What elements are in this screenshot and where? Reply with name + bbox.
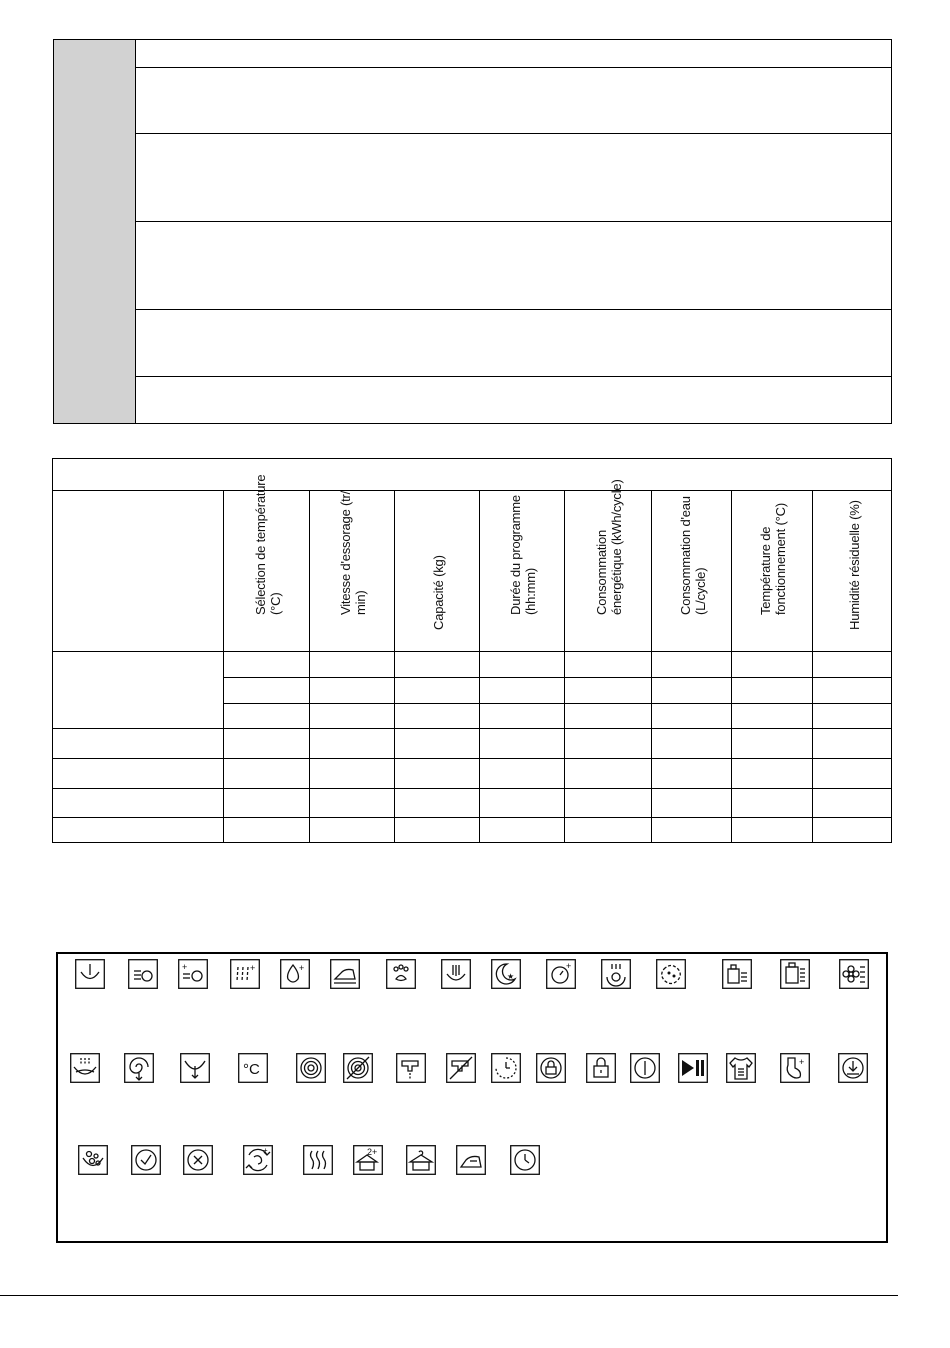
iron-dry-icon <box>456 1145 486 1175</box>
row-divider <box>136 221 891 222</box>
header-line: fonctionnement (°C) <box>773 503 788 615</box>
header-line: Capacité (kg) <box>431 555 446 630</box>
detergent-powder-icon <box>780 959 810 989</box>
footer-divider <box>0 1295 898 1296</box>
row-divider <box>136 309 891 310</box>
quick-wash-icon <box>128 959 158 989</box>
table-row-divider <box>53 758 891 759</box>
steam-icon <box>601 959 631 989</box>
water-plus-icon <box>280 959 310 989</box>
hanger-plus-icon <box>353 1145 383 1175</box>
header-spin-speed <box>310 491 394 651</box>
spin-icon <box>296 1053 326 1083</box>
header-line: Humidité résiduelle (%) <box>846 500 862 630</box>
end-time-icon <box>491 1053 521 1083</box>
header-line: Vitesse d'essorage (tr/ <box>338 490 353 615</box>
table-row-divider <box>53 817 891 818</box>
hygiene-icon <box>441 959 471 989</box>
table-row-divider <box>223 677 891 678</box>
table-row-divider <box>53 728 891 729</box>
svg-text:+: + <box>566 961 572 971</box>
svg-text:+: + <box>182 962 188 972</box>
temperature-icon <box>238 1053 268 1083</box>
table-row-divider <box>223 703 891 704</box>
tap-on-icon <box>396 1053 426 1083</box>
svg-text:+: + <box>250 963 256 973</box>
header-line: Consommation d'eau <box>677 496 693 615</box>
no-spin-icon <box>343 1053 373 1083</box>
header-capacity <box>395 491 479 651</box>
bubble-icon <box>78 1145 108 1175</box>
door-lock-icon <box>586 1053 616 1083</box>
header-line: (hh:mm) <box>523 568 538 615</box>
header-energy-consumption <box>565 479 651 651</box>
shirt-icon <box>726 1053 756 1083</box>
icon-legend <box>56 952 888 1243</box>
program-data-table <box>52 458 892 843</box>
rinse-hold-icon <box>70 1053 100 1083</box>
header-line: Durée du programme <box>508 495 523 615</box>
header-line: (°C) <box>267 592 283 615</box>
check-icon <box>131 1145 161 1175</box>
download-icon <box>838 1053 868 1083</box>
child-lock-icon <box>536 1053 566 1083</box>
power-icon <box>630 1053 660 1083</box>
svg-text:+: + <box>299 963 305 973</box>
time-delay-plus-icon <box>546 959 576 989</box>
svg-text:★: ★ <box>507 972 515 981</box>
header-program-duration <box>480 491 564 651</box>
svg-text:°C: °C <box>243 1061 260 1078</box>
header-line: Consommation <box>594 529 609 615</box>
rinse-plus-icon <box>230 959 260 989</box>
header-line: min) <box>353 590 368 615</box>
iron-easy-icon <box>330 959 360 989</box>
header-line: Température de <box>758 526 773 615</box>
sock-plus-icon <box>780 1053 810 1083</box>
detergent-liquid-icon <box>722 959 752 989</box>
row-divider <box>136 133 891 134</box>
info-box <box>53 39 892 424</box>
row-divider <box>136 376 891 377</box>
svg-text:2+: 2+ <box>367 1147 378 1157</box>
drain-icon <box>180 1053 210 1083</box>
stain-icon <box>656 959 686 989</box>
tap-off-icon <box>446 1053 476 1083</box>
dry-icon <box>303 1145 333 1175</box>
cancel-icon <box>183 1145 213 1175</box>
rotate-steam-icon <box>243 1145 273 1175</box>
header-operating-temperature <box>732 491 812 651</box>
row-divider <box>136 67 891 68</box>
night-mode-icon <box>491 959 521 989</box>
header-line: (L/cycle) <box>692 567 708 615</box>
svg-text:+: + <box>799 1057 805 1067</box>
header-water-consumption <box>652 491 731 651</box>
time-add-icon <box>178 959 208 989</box>
start-pause-icon <box>678 1053 708 1083</box>
softener-icon <box>839 959 869 989</box>
prewash-icon <box>75 959 105 989</box>
table-row-divider <box>53 788 891 789</box>
side-header-cell <box>54 40 136 423</box>
header-line: énergétique (kWh/cycle) <box>609 479 624 615</box>
table-row-divider <box>53 651 891 652</box>
header-temperature-selection <box>224 474 309 651</box>
clock-icon <box>510 1145 540 1175</box>
svg-text:+: + <box>263 1146 268 1155</box>
header-line: Sélection de température <box>252 474 268 615</box>
hanger-icon <box>406 1145 436 1175</box>
header-residual-humidity <box>813 491 892 651</box>
spin-drain-icon <box>124 1053 154 1083</box>
pet-hair-icon <box>386 959 416 989</box>
